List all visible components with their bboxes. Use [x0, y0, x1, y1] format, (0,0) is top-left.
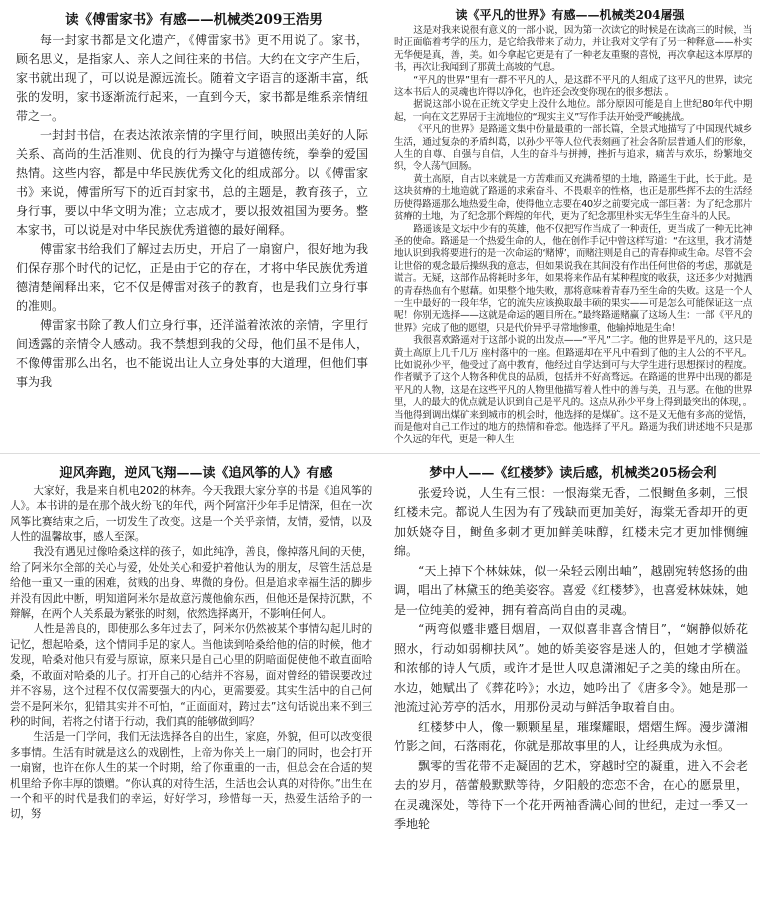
essay-body	[0, 31, 380, 398]
essay-paragraph: 张爱玲说，人生有三恨：一恨海棠无香，二恨鲥鱼多刺，三恨红楼未完。都说人生因为有了残缺而更加美好，海棠无香却开的更加妖娆夺目，鲥鱼多刺才更加鲜美味醇，红楼未完才更加悱恻缠绵。	[394, 485, 748, 559]
essay-paragraph: 我很喜欢路遥对于这部小说的出发点——“平凡”二字。他的世界是平凡的，这只是黄土高原上几千几万 座村落中的一座。但路遥却在平凡中看到了他的主人公的不平凡。比如说孙少平，他受过了高中教育，他经过自学达到可与大学生进行思想探讨的程度。作者赋予了这个人物各种优良的品质，包括并不好高骛远。在路遥的世界中出现的都是平凡的人物，这是在这些平凡的人物里他描写着人性中的善与美，丑与恶。在他的世界里，人的最大的优点就是认识到自己是平凡的。这点从孙少平身上得到最突出的体现，。当他得到调出煤矿来到城市的机会时，他选择的是煤矿。这不是又无他有多高的觉悟，而是他对自己工作过的地方的热情和眷恋。他选择了平凡。路遥为我们讲述地不只是那个久远的年代，更是一种人生	[394, 335, 752, 446]
essay-title: 梦中人——《红楼梦》读后感，机械类205杨会利	[429, 465, 717, 481]
essay-title: 迎风奔跑，逆风飞翔——读《追风筝的人》有感	[59, 465, 333, 481]
essay-paragraph: 这是对我来说很有意义的一部小说，因为第一次读它的时候是在读高三的时候，当时正面临着考学的压力，是它给我带来了动力，并让我对文学有了另一种释意——朴实无华便是真，善，美。如今拿起它更是有了一种老友重聚的喜悦，再次拿起这本厚厚的书，再次让我闻到了那黄土高坡的气息。	[394, 25, 752, 74]
essay-paragraph: “两弯似蹙非蹙目烟眉，一双似喜非喜含情目”，“娴静似娇花照水，行动如弱柳扶风”。她的娇美姿容是迷人的，但她才学横溢和浓郁的诗人气质，或许才是世人叹息潇湘妃子之美的缘由所在。水边，她赋出了《葬花吟》；水边，她吟出了《唐多令》。她是那一池流过沁芳亭的活水，用那份灵动与鲜活争取着自由。	[394, 622, 748, 715]
essay-title: 读《平凡的世界》有感——机械类204屠强	[455, 8, 685, 22]
essay-paragraph: “平凡的世界”里有一群不平凡的人，是这群不平凡的人组成了这平凡的世界，读完这本书后人的灵魂也许得以净化，也许还会改变你现在的很多想法 。	[394, 74, 752, 99]
essay-fu-lei-letters	[0, 0, 380, 454]
essay-body	[380, 484, 760, 841]
essay-title: 读《傅雷家书》有感——机械类209王浩男	[65, 12, 323, 28]
essay-red-chamber	[380, 454, 760, 841]
essay-paragraph: 我没有遇见过像哈桑这样的孩子，如此纯净，善良，像掉落凡间的天使，给了阿米尔全部的关心与爱，处处关心和爱护着他认为的朋友，尽管生活总是给他一重又一重的困难，贫贱的出身、卑微的身份。但是追求幸福生活的脚步并没有因此中断，明知道阿米尔是故意污蔑他偷东西，但他还是保持沉默，不辩解，在两个人关系最为紧张的时刻，依然选择离开，不影响任何人。	[10, 546, 372, 621]
essay-paragraph: 黄土高原，自古以来就是一方苦难而又充满希望的土地，路遥生于此，长于此。是这块贫瘠的土地造就了路遥的求索奋斗、不畏艰辛的性格，也正是那些挥不去的生活经历使得路遥那么地热爱生命，使得他立志要在40岁之前要完成一部巨著：为了纪念那片贫瘠的土地，为了纪念那个辉煌的年代，更为了纪念那里朴实无华生生奋斗的人民。	[394, 173, 752, 223]
essay-paragraph: 生活是一门学问，我们无法选择各自的出生，家庭，外貌，但可以改变很多事情。生活有时就是这么的戏剧性，上帝为你关上一扇门的同时，也会打开一扇窗，也许在你人生的某一个时期，给了你重重的一击，但总会在合适的契机里给予你丰厚的馈赠。“你认真的对待生活，生活也会认真的对待你。”出生在一个和平的时代是我们的幸运，好好学习，珍惜每一天，热爱生活给予的一切，努	[10, 731, 372, 821]
essay-paragraph: 红楼梦中人，像一颗颗星星，璀璨耀眼，熠熠生辉。漫步潇湘竹影之间，石落雨花，你就是那故事里的人，让经典成为永恒。	[394, 719, 748, 754]
essay-kite-runner	[0, 454, 380, 841]
essay-paragraph: 据说这部小说在正统文学史上没什么地位。部分原因可能是自上世纪80年代中期起，一向在文艺界居于主流地位的“现实主义”写作手法开始受严峻挑战。	[394, 99, 752, 123]
essay-ordinary-world	[380, 0, 760, 454]
essay-paragraph: 大家好，我是来自机电202的林奔。今天我跟大家分享的书是《追风筝的人》。本书讲的是在那个战火纷飞的年代，两个阿富汗少年手足情深，但在一次风筝比赛结束之后，一切发生了改变。这是一个关乎亲情，友情，爱情，以及人性的温馨故事，感人至深。	[10, 484, 372, 544]
essay-paragraph: 傅雷家书给我们了解过去历史，开启了一扇窗户，很好地为我们保存那个时代的记忆，正是由于它的存在，才将中华民族优秀道德清楚阐释出来，它不仅是傅雷对孩子的教育，也是我们立身行事的准则。	[16, 242, 368, 313]
essay-paragraph: 人性是善良的，即使那么多年过去了，阿米尔仍然被某个事情勾起儿时的记忆，想起哈桑，这个情同手足的家人。当他读到哈桑给他的信的时候，他才发现，哈桑对他只有爱与原谅，原来只是自己心里的阴暗面促使他不敢直面哈桑，不敢面对哈桑的儿子。打开自己的心结并不容易，面对曾经的错误要改过并不容易，这个过程不仅仅需要强大的内心，更需要爱。其实生活中的自己何尝不是阿米尔，犯错其实并不可怕，“正面面对，跨过去”这句话说出来不到三秒的时间，若将之付诸于行动，我们真的能够做到吗？	[10, 623, 372, 728]
essay-paragraph: 飘零的雪花带不走凝固的艺术，穿越时空的凝重，进入不会老去的岁月，蓓蕾般默默等待，夕阳般的恋恋不舍，在心的愿景里，在灵魂深处，等待下一个花开两袖香满心间的世纪，走过一季又一季地轮	[394, 758, 748, 832]
essay-paragraph: “天上掉下个林妹妹，似一朵轻云刚出岫”，越剧宛转悠扬的曲调，唱出了林黛玉的绝美姿容。喜爱《红楼梦》，也喜爱林妹妹，她是一位纯美的爱神，拥有着高尚自由的灵魂。	[394, 563, 749, 617]
essay-paragraph: 路遥该是文坛中少有的英雄，他不仅把写作当成了一种责任，更当成了一种无比神圣的使命。路遥是一个热爱生命的人，他在创作手记中曾这样写道：“在这里，我才清楚地认识到我将要进行的是一次命运的‘赌博’，而赌注则是自己的青春抑或生命。尽管不会让世俗的观念最后操纵我的意志，但如果说我在其间没有作出任何世俗的考虑，那就是谎言。无疑，这部作品将耗时多年，如果将来作品有某种程度的收获，这还多少对抛洒的青春热血有个慰藉。如果整个地失败，那将意味着青春乃至生命的失败。这是一个人一生中最好的一段年华，它的流失应该换取最丰硕的果实——可是怎么可能保证这一点呢！你别无选择——这就是命运的题目所在。”最终路遥赌赢了这场人生：一部《平凡的世界》完成了他的愿望，只是代价异乎寻常地惨重，他输掉地是生命！	[394, 223, 752, 334]
essay-paragraph: 每一封家书都是文化遗产，《傅雷家书》更不用说了。家书，顾名思义，是指家人、亲人之间往来的书信。大约在文字产生后，家书就出现了，可以说是源远流长。随着文字语言的逐渐丰富，纸张的发明，家书逐渐流行起来，一直到今天，家书都是维系亲情纽带之一。	[16, 33, 368, 123]
essay-paragraph: 傅雷家书除了教人们立身行事，还洋溢着浓浓的亲情，字里行间透露的亲情令人感动。我不禁想到我的父母，他们虽不是伟人，不像傅雷那么出名，也不能说出让人立身处事的大道理，但他们事事为我	[16, 318, 368, 389]
essay-body	[380, 25, 760, 453]
essay-paragraph: 《平凡的世界》是路遥文集中份量最重的一部长篇，全景式地描写了中国现代城乡生活，通过复杂的矛盾纠葛，以孙少平等人位代表刻画了社会各阶层普通人们的形象，人生的自尊、自强与自信，人生的奋斗与拼搏，挫折与追求，痛苦与欢乐，纷繁地交织，令人荡气回肠。	[394, 124, 752, 173]
essay-body	[0, 484, 380, 829]
essay-paragraph: 一封封书信，在表达浓浓亲情的字里行间，映照出美好的人际关系、高尚的生活准则、优良的行为操守与道德传统，拳拳的爱国热情。这些内容，都是中华民族优秀文化的组成部分。以《傅雷家书》来说，傅雷所写下的近百封家书，总的主题是，教育孩子，立身行事，要以中华文明为准；立志成才，要以报效祖国为要务。整本家书，可以说是对中华民族优秀道德的最好阐释。	[16, 128, 368, 237]
